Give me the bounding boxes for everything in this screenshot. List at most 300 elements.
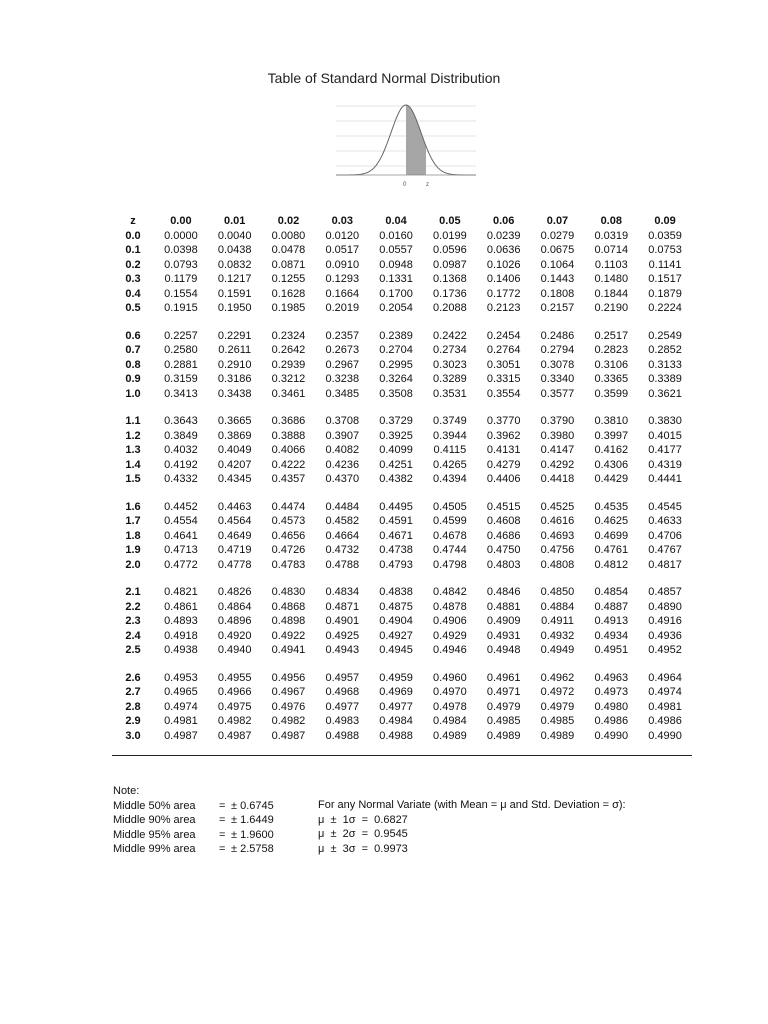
probability-cell: 0.2123 xyxy=(486,302,521,314)
probability-cell: 0.4986 xyxy=(648,715,682,727)
probability-cell: 0.4798 xyxy=(433,558,467,571)
probability-cell: 0.0753 xyxy=(648,244,682,256)
probability-cell: 0.3869 xyxy=(217,429,252,442)
probability-cell: 0.4989 xyxy=(540,729,575,742)
table-row xyxy=(112,700,692,715)
probability-cell: 0.3944 xyxy=(433,429,467,442)
probability-cell: 0.2673 xyxy=(325,344,360,356)
probability-cell: 0.4599 xyxy=(433,515,467,527)
table-row xyxy=(112,372,692,387)
probability-cell: 0.2257 xyxy=(164,329,198,342)
z-value-cell: 0.6 xyxy=(125,329,141,342)
probability-cell: 0.4732 xyxy=(325,544,360,556)
probability-cell: 0.4515 xyxy=(486,500,521,513)
probability-cell: 0.4968 xyxy=(325,686,360,698)
probability-cell: 0.4719 xyxy=(217,544,252,556)
probability-cell: 0.4756 xyxy=(540,544,575,556)
probability-cell: 0.4495 xyxy=(379,500,413,513)
probability-cell: 0.3849 xyxy=(164,429,198,442)
probability-cell: 0.4970 xyxy=(433,686,467,698)
probability-cell: 0.4382 xyxy=(379,473,413,485)
probability-cell: 0.4927 xyxy=(379,629,413,642)
middle-area-row xyxy=(113,813,274,828)
probability-cell: 0.2967 xyxy=(325,358,360,371)
probability-cell: 0.4918 xyxy=(164,629,198,642)
z-value-cell: 0.8 xyxy=(125,358,141,371)
probability-cell: 0.4984 xyxy=(379,715,413,727)
probability-cell: 0.2454 xyxy=(486,329,521,342)
probability-cell: 0.0793 xyxy=(164,258,198,271)
probability-cell: 0.4573 xyxy=(271,515,306,527)
probability-cell: 0.2190 xyxy=(594,302,629,314)
z-value-cell: 1.1 xyxy=(125,415,141,427)
probability-cell: 0.4783 xyxy=(271,558,306,571)
probability-cell: 0.0279 xyxy=(540,229,575,242)
probability-cell: 0.3212 xyxy=(271,373,306,385)
table-row xyxy=(112,243,692,258)
probability-cell: 0.1808 xyxy=(540,287,575,300)
column-header: 0.07 xyxy=(546,215,569,227)
z-value-cell: 2.2 xyxy=(125,600,141,613)
probability-cell: 0.4370 xyxy=(325,473,360,485)
probability-cell: 0.4984 xyxy=(433,715,467,727)
probability-cell: 0.4878 xyxy=(433,600,467,613)
probability-cell: 0.0120 xyxy=(325,229,360,242)
probability-cell: 0.4484 xyxy=(325,500,360,513)
probability-cell: 0.3708 xyxy=(325,415,360,427)
probability-cell: 0.4678 xyxy=(433,529,467,542)
probability-cell: 0.4706 xyxy=(648,529,682,542)
table-row xyxy=(112,287,692,302)
probability-cell: 0.3413 xyxy=(164,387,198,400)
probability-cell: 0.0319 xyxy=(594,229,629,242)
probability-cell: 0.2823 xyxy=(594,344,629,356)
probability-cell: 0.1950 xyxy=(217,302,252,314)
probability-cell: 0.4131 xyxy=(486,444,521,456)
probability-cell: 0.4893 xyxy=(164,615,198,627)
z-value-cell: 2.6 xyxy=(125,671,141,684)
table-row xyxy=(112,500,692,515)
z-value-cell: 2.8 xyxy=(125,700,141,713)
probability-cell: 0.4972 xyxy=(540,686,575,698)
probability-cell: 0.3554 xyxy=(486,387,521,400)
probability-cell: 0.4842 xyxy=(433,586,467,598)
probability-cell: 0.4941 xyxy=(271,644,306,656)
probability-cell: 0.4452 xyxy=(164,500,198,513)
probability-cell: 0.4979 xyxy=(540,700,575,713)
z-value-cell: 2.1 xyxy=(125,586,141,598)
column-header: 0.04 xyxy=(385,215,407,227)
probability-cell: 0.3729 xyxy=(379,415,413,427)
z-value-cell: 2.7 xyxy=(125,686,141,698)
probability-cell: 0.4904 xyxy=(379,615,413,627)
probability-cell: 0.4922 xyxy=(271,629,306,642)
probability-cell: 0.4788 xyxy=(325,558,360,571)
middle-area-label: Middle 95% area xyxy=(113,828,196,841)
probability-cell: 0.4778 xyxy=(217,558,252,571)
page-title: Table of Standard Normal Distribution xyxy=(267,70,501,86)
probability-cell: 0.4854 xyxy=(594,586,629,598)
probability-cell: 0.4738 xyxy=(379,544,413,556)
table-row xyxy=(112,614,692,629)
probability-cell: 0.4964 xyxy=(648,671,682,684)
probability-cell: 0.4977 xyxy=(325,700,360,713)
probability-cell: 0.0478 xyxy=(271,244,306,256)
table-row xyxy=(112,685,692,700)
probability-cell: 0.1255 xyxy=(271,273,306,285)
probability-cell: 0.4525 xyxy=(540,500,575,513)
z-value-cell: 1.5 xyxy=(125,473,141,485)
probability-cell: 0.1141 xyxy=(648,258,682,271)
probability-cell: 0.4901 xyxy=(325,615,360,627)
middle-area-row xyxy=(113,842,274,857)
probability-cell: 0.4989 xyxy=(486,729,521,742)
probability-cell: 0.3997 xyxy=(594,429,629,442)
probability-cell: 0.2157 xyxy=(540,302,575,314)
probability-cell: 0.3186 xyxy=(217,373,252,385)
z-value-cell: 1.0 xyxy=(125,387,141,400)
probability-cell: 0.4955 xyxy=(217,671,252,684)
z-value-cell: 1.4 xyxy=(125,458,141,471)
probability-cell: 0.0080 xyxy=(271,229,306,242)
probability-cell: 0.4357 xyxy=(271,473,306,485)
probability-cell: 0.1406 xyxy=(486,273,521,285)
normal-variate-heading: For any Normal Variate (with Mean = μ and Std. Deviation = σ): xyxy=(318,799,626,811)
probability-cell: 0.1591 xyxy=(217,287,252,300)
probability-cell: 0.4177 xyxy=(648,444,682,456)
probability-cell: 0.4898 xyxy=(271,615,306,627)
probability-cell: 0.4946 xyxy=(433,644,467,656)
probability-cell: 0.3888 xyxy=(271,429,306,442)
probability-cell: 0.4988 xyxy=(325,729,360,742)
probability-cell: 0.4909 xyxy=(486,615,521,627)
probability-cell: 0.3133 xyxy=(648,358,682,371)
probability-cell: 0.4066 xyxy=(271,444,306,456)
probability-cell: 0.4793 xyxy=(379,558,413,571)
equals-sign: = xyxy=(219,799,226,812)
group-spacer xyxy=(112,316,692,329)
probability-cell: 0.3264 xyxy=(379,373,413,385)
probability-cell: 0.0199 xyxy=(433,229,467,242)
probability-cell: 0.4251 xyxy=(379,458,413,471)
probability-cell: 0.4981 xyxy=(164,715,198,727)
probability-cell: 0.1985 xyxy=(271,302,306,314)
probability-cell: 0.4803 xyxy=(486,558,521,571)
probability-cell: 0.4545 xyxy=(648,500,682,513)
group-spacer xyxy=(112,401,692,414)
z-value-cell: 3.0 xyxy=(125,729,141,742)
z-value-cell: 2.0 xyxy=(125,558,141,571)
probability-cell: 0.4830 xyxy=(271,586,306,598)
probability-cell: 0.2357 xyxy=(325,329,360,342)
probability-cell: 0.4953 xyxy=(164,671,198,684)
probability-cell: 0.0557 xyxy=(379,244,413,256)
normal-variate-line: μ ± 3σ = 0.9973 xyxy=(318,842,408,855)
probability-cell: 0.4887 xyxy=(594,600,629,613)
probability-cell: 0.4952 xyxy=(648,644,682,656)
probability-cell: 0.4966 xyxy=(217,686,252,698)
probability-cell: 0.1915 xyxy=(164,302,198,314)
probability-cell: 0.4850 xyxy=(540,586,575,598)
probability-cell: 0.4032 xyxy=(164,444,198,456)
probability-cell: 0.4463 xyxy=(217,500,252,513)
middle-area-label: Middle 99% area xyxy=(113,843,196,855)
probability-cell: 0.4981 xyxy=(648,700,682,713)
z-value-cell: 1.9 xyxy=(125,544,141,556)
probability-cell: 0.4699 xyxy=(594,529,629,542)
equals-sign: = xyxy=(219,843,226,855)
probability-cell: 0.3023 xyxy=(433,358,467,371)
probability-cell: 0.2764 xyxy=(486,344,521,356)
z-table xyxy=(112,214,692,743)
probability-cell: 0.3389 xyxy=(648,373,682,385)
probability-cell: 0.2794 xyxy=(540,344,575,356)
probability-cell: 0.0438 xyxy=(217,244,252,256)
probability-cell: 0.0675 xyxy=(540,244,575,256)
probability-cell: 0.4945 xyxy=(379,644,413,656)
probability-cell: 0.2704 xyxy=(379,344,413,356)
column-header: 0.03 xyxy=(331,215,353,227)
z-value-cell: 2.5 xyxy=(125,644,141,656)
probability-cell: 0.4744 xyxy=(433,544,467,556)
probability-cell: 0.3925 xyxy=(379,429,413,442)
z-value-cell: 0.5 xyxy=(125,302,141,314)
normal-variate-lines xyxy=(318,813,626,857)
table-row xyxy=(112,429,692,444)
probability-cell: 0.3577 xyxy=(540,387,575,400)
probability-cell: 0.0359 xyxy=(648,229,682,242)
shaded-area xyxy=(406,105,426,175)
probability-cell: 0.4938 xyxy=(164,644,198,656)
z-value-cell: 1.2 xyxy=(125,429,141,442)
equals-sign: = xyxy=(219,828,226,841)
table-row xyxy=(112,543,692,558)
probability-cell: 0.3289 xyxy=(433,373,467,385)
z-value-cell: 2.4 xyxy=(125,629,141,642)
probability-cell: 0.4980 xyxy=(594,700,629,713)
probability-cell: 0.3438 xyxy=(217,387,252,400)
probability-cell: 0.0636 xyxy=(486,244,521,256)
probability-cell: 0.4960 xyxy=(433,671,467,684)
z-value-cell: 0.7 xyxy=(125,344,141,356)
group-spacer xyxy=(112,658,692,671)
table-row xyxy=(112,600,692,615)
table-row xyxy=(112,472,692,487)
table-row xyxy=(112,358,692,373)
probability-cell: 0.4817 xyxy=(648,558,682,571)
table-row xyxy=(112,458,692,473)
probability-cell: 0.4971 xyxy=(486,686,521,698)
middle-area-row xyxy=(113,828,274,843)
probability-cell: 0.4906 xyxy=(433,615,467,627)
probability-cell: 0.4838 xyxy=(379,586,413,598)
probability-cell: 0.4911 xyxy=(541,615,574,627)
probability-cell: 0.0517 xyxy=(325,244,360,256)
probability-cell: 0.4975 xyxy=(217,700,252,713)
probability-cell: 0.4821 xyxy=(164,586,198,598)
probability-cell: 0.3770 xyxy=(486,415,521,427)
probability-cell: 0.4726 xyxy=(271,544,306,556)
z-value-cell: 0.2 xyxy=(125,258,141,271)
probability-cell: 0.4406 xyxy=(486,473,521,485)
probability-cell: 0.4394 xyxy=(433,473,467,485)
probability-cell: 0.4987 xyxy=(271,729,306,742)
probability-cell: 0.3238 xyxy=(325,373,360,385)
probability-cell: 0.4474 xyxy=(271,500,306,513)
probability-cell: 0.3643 xyxy=(164,415,198,427)
probability-cell: 0.4279 xyxy=(486,458,521,471)
normal-curve-figure xyxy=(336,92,476,188)
probability-cell: 0.0040 xyxy=(217,229,252,242)
table-row xyxy=(112,529,692,544)
column-header: 0.08 xyxy=(600,215,622,227)
probability-cell: 0.0910 xyxy=(325,258,360,271)
probability-cell: 0.3810 xyxy=(594,415,629,427)
probability-cell: 0.4306 xyxy=(594,458,629,471)
probability-cell: 0.3665 xyxy=(217,415,252,427)
probability-cell: 0.4987 xyxy=(164,729,198,742)
probability-cell: 0.4808 xyxy=(540,558,575,571)
table-row xyxy=(112,714,692,729)
z-value-cell: 1.7 xyxy=(125,515,141,527)
probability-cell: 0.3686 xyxy=(271,415,306,427)
probability-cell: 0.1217 xyxy=(217,273,252,285)
probability-cell: 0.3907 xyxy=(325,429,360,442)
probability-cell: 0.3790 xyxy=(540,415,575,427)
probability-cell: 0.4582 xyxy=(325,515,360,527)
probability-cell: 0.2517 xyxy=(594,329,629,342)
probability-cell: 0.4985 xyxy=(540,715,575,727)
probability-cell: 0.1026 xyxy=(486,258,521,271)
table-row xyxy=(112,443,692,458)
probability-cell: 0.4641 xyxy=(164,529,198,542)
probability-cell: 0.4693 xyxy=(540,529,575,542)
z-value-cell: 0.9 xyxy=(125,373,141,385)
probability-cell: 0.1293 xyxy=(325,273,360,285)
probability-cell: 0.4982 xyxy=(271,715,306,727)
probability-cell: 0.0714 xyxy=(594,244,629,256)
z-table-header-row xyxy=(112,214,692,229)
probability-cell: 0.2580 xyxy=(164,344,198,356)
probability-cell: 0.4826 xyxy=(217,586,252,598)
probability-cell: 0.3621 xyxy=(648,387,682,400)
middle-area-value: ± 1.6449 xyxy=(231,814,274,826)
probability-cell: 0.4834 xyxy=(325,586,360,598)
probability-cell: 0.1368 xyxy=(433,273,467,285)
probability-cell: 0.3830 xyxy=(648,415,682,427)
probability-cell: 0.2422 xyxy=(433,329,467,342)
probability-cell: 0.3508 xyxy=(379,387,413,400)
probability-cell: 0.4656 xyxy=(271,529,306,542)
probability-cell: 0.0987 xyxy=(433,258,467,271)
probability-cell: 0.4649 xyxy=(217,529,252,542)
probability-cell: 0.0832 xyxy=(217,258,252,271)
probability-cell: 0.4319 xyxy=(648,458,682,471)
column-header: 0.06 xyxy=(492,215,515,227)
probability-cell: 0.1736 xyxy=(433,287,467,300)
z-value-cell: 0.4 xyxy=(125,287,141,300)
probability-cell: 0.4875 xyxy=(379,600,413,613)
probability-cell: 0.4861 xyxy=(164,600,198,613)
probability-cell: 0.4864 xyxy=(217,600,252,613)
probability-cell: 0.4535 xyxy=(594,500,629,513)
probability-cell: 0.4936 xyxy=(648,629,682,642)
middle-areas-list xyxy=(113,799,274,857)
probability-cell: 0.3106 xyxy=(594,358,629,371)
middle-area-value: ± 2.5758 xyxy=(231,843,274,855)
table-bottom-rule xyxy=(112,755,692,756)
table-row xyxy=(112,414,692,429)
column-header: 0.09 xyxy=(654,215,676,227)
table-row xyxy=(112,301,692,316)
probability-cell: 0.4015 xyxy=(648,429,682,442)
probability-cell: 0.4969 xyxy=(379,686,413,698)
probability-cell: 0.4871 xyxy=(325,600,360,613)
probability-cell: 0.3599 xyxy=(594,387,629,400)
table-row xyxy=(112,585,692,600)
z-table-body xyxy=(112,229,692,744)
probability-cell: 0.4943 xyxy=(325,644,360,656)
probability-cell: 0.0871 xyxy=(271,258,306,271)
probability-cell: 0.4767 xyxy=(648,544,682,556)
probability-cell: 0.2088 xyxy=(433,302,467,314)
probability-cell: 0.2852 xyxy=(648,344,682,356)
z-value-cell: 0.0 xyxy=(125,229,141,242)
column-header: 0.00 xyxy=(170,215,192,227)
probability-cell: 0.4857 xyxy=(648,586,682,598)
probability-cell: 0.4761 xyxy=(594,544,629,556)
mean-label: 0 xyxy=(403,182,407,188)
table-row xyxy=(112,558,692,573)
probability-cell: 0.4591 xyxy=(379,515,413,527)
probability-cell: 0.4948 xyxy=(486,644,521,656)
probability-cell: 0.4099 xyxy=(379,444,413,456)
probability-cell: 0.1664 xyxy=(325,287,360,300)
probability-cell: 0.4967 xyxy=(271,686,306,698)
probability-cell: 0.4625 xyxy=(594,515,629,527)
notes-left xyxy=(113,784,274,857)
notes-heading: Note: xyxy=(113,785,140,797)
probability-cell: 0.4987 xyxy=(217,729,252,742)
probability-cell: 0.3962 xyxy=(486,429,521,442)
probability-cell: 0.4772 xyxy=(164,558,198,571)
probability-cell: 0.4956 xyxy=(271,671,306,684)
probability-cell: 0.0000 xyxy=(164,229,198,242)
probability-cell: 0.4608 xyxy=(486,515,521,527)
probability-cell: 0.2611 xyxy=(218,344,252,356)
probability-cell: 0.4049 xyxy=(217,444,252,456)
middle-area-value: ± 0.6745 xyxy=(231,799,274,812)
probability-cell: 0.3980 xyxy=(540,429,575,442)
table-row xyxy=(112,272,692,287)
probability-cell: 0.3365 xyxy=(594,373,629,385)
table-row xyxy=(112,729,692,744)
middle-area-label: Middle 50% area xyxy=(113,799,196,812)
probability-cell: 0.1554 xyxy=(164,287,198,300)
probability-cell: 0.4959 xyxy=(379,671,413,684)
probability-cell: 0.4896 xyxy=(217,615,252,627)
probability-cell: 0.4554 xyxy=(164,515,198,527)
probability-cell: 0.4881 xyxy=(486,600,521,613)
probability-cell: 0.1844 xyxy=(594,287,629,300)
probability-cell: 0.1700 xyxy=(379,287,413,300)
z-value-cell: 1.8 xyxy=(125,529,141,542)
table-row xyxy=(112,258,692,273)
probability-cell: 0.4664 xyxy=(325,529,360,542)
probability-cell: 0.4418 xyxy=(540,473,575,485)
probability-cell: 0.0948 xyxy=(379,258,413,271)
probability-cell: 0.3159 xyxy=(164,373,198,385)
